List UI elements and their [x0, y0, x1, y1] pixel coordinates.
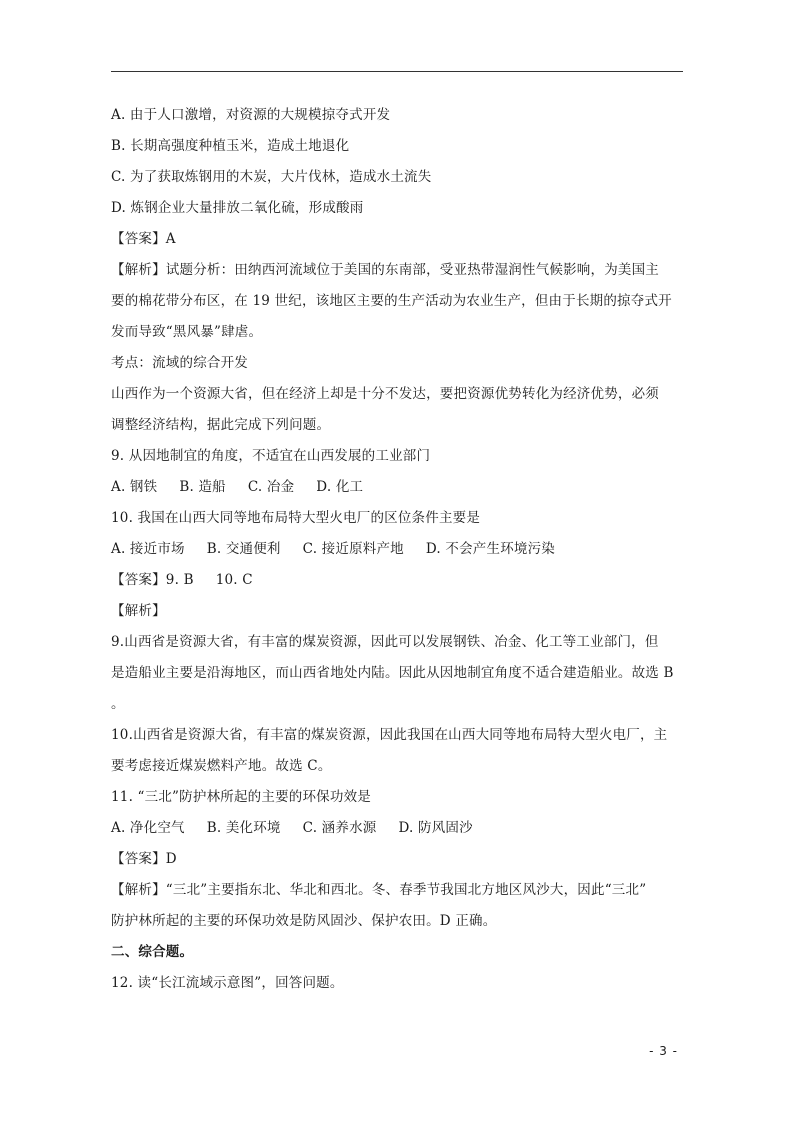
analysis-line: 【解析】试题分析：田纳西河流域位于美国的东南部，受亚热带湿润性气候影响，为美国主	[111, 262, 659, 278]
section-heading: 二、综合题。	[111, 944, 194, 960]
analysis-9-line: 9.山西省是资源大省，有丰富的煤炭资源，因此可以发展钢铁、冶金、化工等工业部门，但	[111, 634, 659, 650]
analysis-10-line: 10.山西省是资源大省，有丰富的煤炭资源，因此我国在山西大同等地布局特大型火电厂，主	[111, 727, 668, 743]
analysis-11-line: 防护林所起的主要的环保功效是防风固沙、保护农田。D 正确。	[111, 913, 497, 929]
q9-option-d: D. 化工	[316, 479, 364, 495]
analysis-11-line: 【解析】“三北”主要指东北、华北和西北。冬、春季节我国北方地区风沙大，因此“三北”	[111, 882, 647, 898]
answer-9: 【答案】9. B	[111, 572, 194, 588]
q9-option-b: B. 造船	[179, 479, 226, 495]
q10-option-d: D. 不会产生环境污染	[425, 541, 555, 557]
analysis-line: 发而导致“黑风暴”肆虐。	[111, 324, 263, 340]
q11-option-b: B. 美化环境	[206, 820, 281, 836]
answer-11: 【答案】D	[111, 851, 177, 867]
question-9: 9. 从因地制宜的角度，不适宜在山西发展的工业部门	[111, 448, 431, 464]
analysis-heading: 【解析】	[111, 603, 166, 619]
q11-option-d: D. 防风固沙	[398, 820, 473, 836]
answers-9-10	[111, 565, 686, 596]
option-a: A. 由于人口激增，对资源的大规模掠夺式开发	[111, 107, 391, 123]
analysis-line: 要的棉花带分布区，在 19 世纪，该地区主要的生产活动为农业生产，但由于长期的掠夺式开	[111, 293, 672, 309]
key-point: 考点：流域的综合开发	[111, 355, 248, 371]
q10-option-a: A. 接近市场	[111, 541, 185, 557]
q9-option-a: A. 钢铁	[111, 479, 158, 495]
question-11-options	[111, 813, 686, 844]
page-number: - 3 -	[649, 1044, 678, 1058]
option-d: D. 炼钢企业大量排放二氧化硫，形成酸雨	[111, 200, 364, 216]
question-9-options	[111, 472, 686, 503]
analysis-9-line: 。	[111, 696, 125, 712]
q11-option-c: C. 涵养水源	[302, 820, 377, 836]
header-rule	[111, 71, 683, 72]
answer-8: 【答案】A	[111, 231, 176, 247]
answer-10: 10. C	[215, 572, 253, 588]
question-10: 10. 我国在山西大同等地布局特大型火电厂的区位条件主要是	[111, 510, 481, 526]
option-c: C. 为了获取炼钢用的木炭，大片伐林，造成水土流失	[111, 169, 432, 185]
question-10-options	[111, 534, 686, 565]
option-b: B. 长期高强度种植玉米，造成土地退化	[111, 138, 350, 154]
analysis-9-line: 是造船业主要是沿海地区，而山西省地处内陆。因此从因地制宜角度不适合建造船业。故选 B	[111, 665, 674, 681]
q9-option-c: C. 冶金	[247, 479, 295, 495]
passage-line: 调整经济结构，据此完成下列问题。	[111, 417, 331, 433]
document-body	[111, 100, 686, 999]
analysis-10-line: 要考虑接近煤炭燃料产地。故选 C。	[111, 758, 332, 774]
passage-line: 山西作为一个资源大省，但在经济上却是十分不发达，要把资源优势转化为经济优势，必须	[111, 386, 659, 402]
q10-option-c: C. 接近原料产地	[302, 541, 404, 557]
question-11: 11. “三北”防护林所起的主要的环保功效是	[111, 789, 371, 805]
question-12: 12. 读“长江流域示意图”，回答问题。	[111, 975, 344, 991]
q10-option-b: B. 交通便利	[206, 541, 281, 557]
q11-option-a: A. 净化空气	[111, 820, 185, 836]
